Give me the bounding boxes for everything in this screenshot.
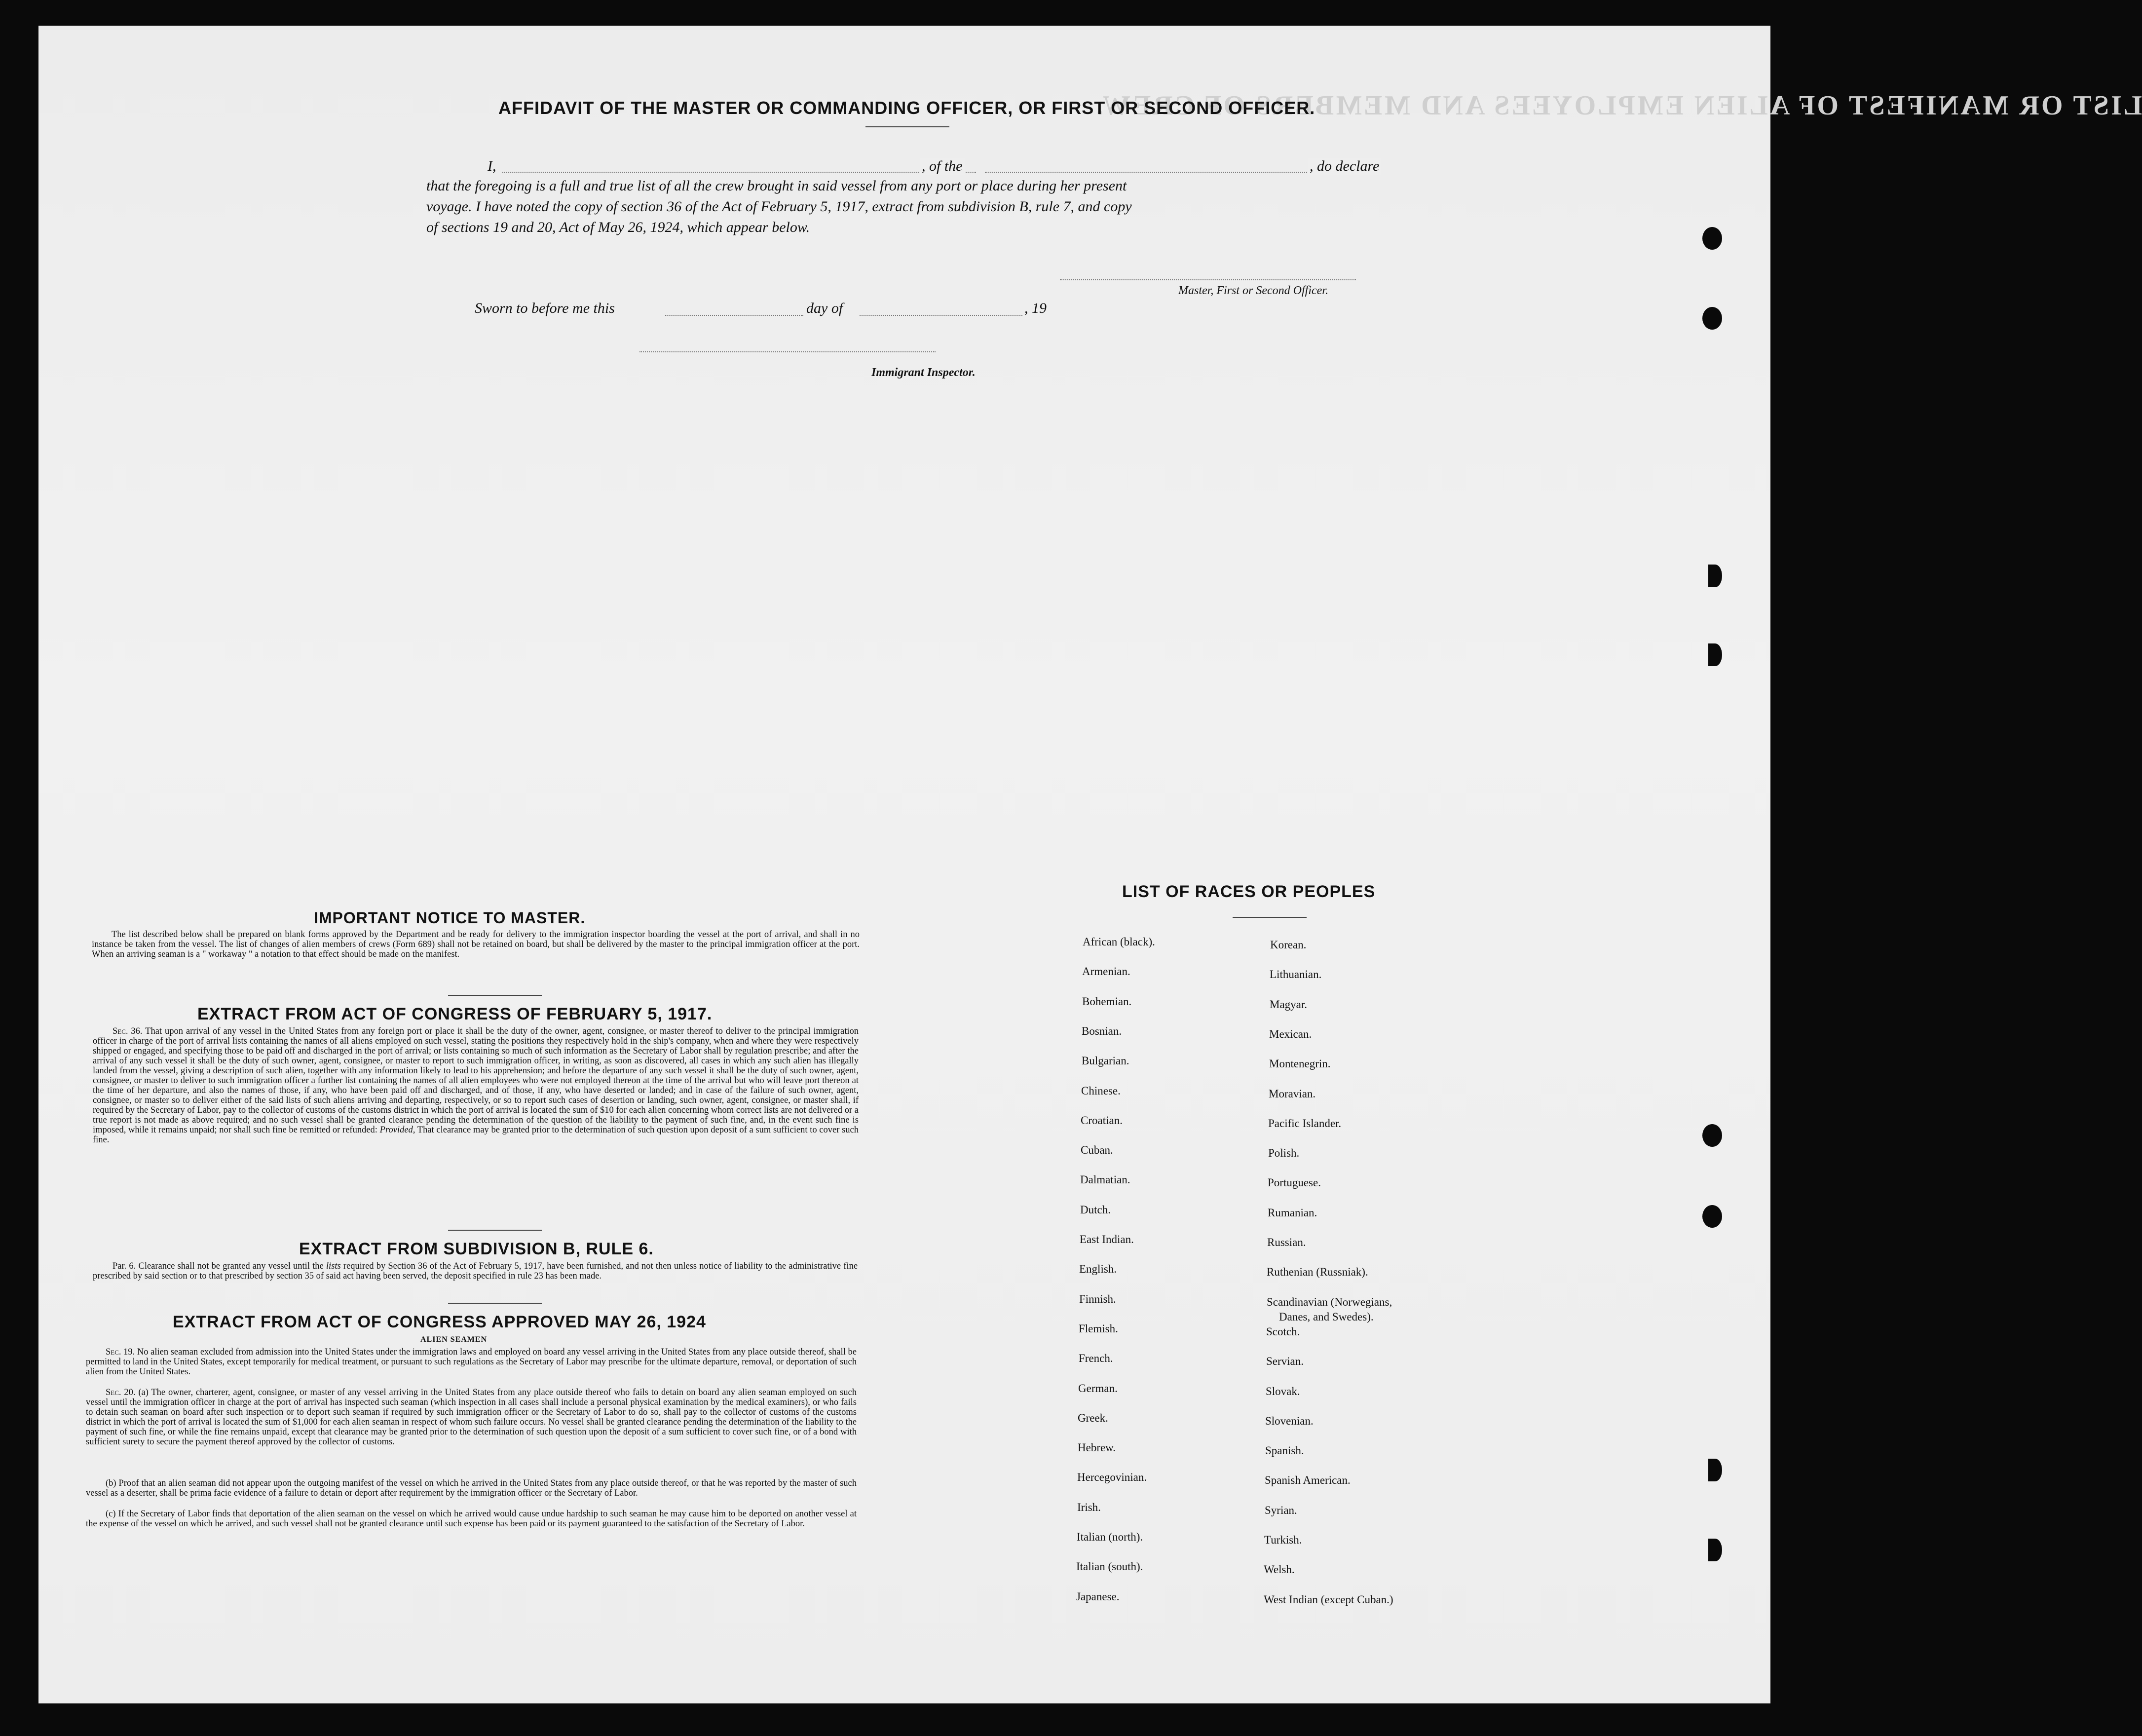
- race-item: Syrian.: [1265, 1504, 1297, 1516]
- race-item: Montenegrin.: [1269, 1057, 1331, 1070]
- race-item: Armenian.: [1082, 965, 1130, 978]
- race-item: Portuguese.: [1268, 1176, 1321, 1189]
- section-label: Sec. 20.: [106, 1388, 136, 1397]
- punch-hole: [1708, 1459, 1722, 1481]
- divider: [448, 1303, 542, 1304]
- race-item: African (black).: [1083, 936, 1155, 948]
- race-item: Japanese.: [1076, 1590, 1120, 1603]
- race-item: Croatian.: [1081, 1114, 1123, 1127]
- sec-20c-text: (c) If the Secretary of Labor finds that deportation of the alien seaman on the vessel on which he arrived would cause undue hardship to such seaman he may cause him to be deported on another vessel at the expense of the vessel on which he arrived, and such vessel shall not be granted clearance until such expense has been paid or its payment guaranteed to the satisfaction of the Secretary of Labor.: [86, 1509, 857, 1529]
- divider: [1233, 917, 1307, 918]
- divider: [865, 126, 949, 127]
- race-item: Hercegovinian.: [1077, 1471, 1147, 1483]
- race-item: Welsh.: [1264, 1563, 1295, 1576]
- race-item: Bohemian.: [1082, 995, 1132, 1008]
- sec-19-text: [86, 1347, 857, 1377]
- race-item: Bulgarian.: [1082, 1055, 1129, 1067]
- divider: [448, 995, 542, 996]
- race-item: Slovenian.: [1265, 1415, 1314, 1427]
- race-item: French.: [1079, 1352, 1113, 1364]
- sworn-text: Sworn to before me this: [475, 300, 615, 316]
- rule-6-text: [93, 1261, 858, 1281]
- section-label: Sec. 19.: [106, 1347, 135, 1357]
- affidavit-of-the: , of the: [920, 158, 965, 175]
- inspector-label: Immigrant Inspector.: [871, 366, 976, 379]
- bleed-through-title: LIST OR MANIFEST OF ALIEN EMPLOYEES AND MEMBERS OF CREW.: [1094, 90, 2142, 121]
- punch-hole: [1702, 1205, 1722, 1228]
- race-item: Chinese.: [1081, 1085, 1121, 1097]
- extract-1917-text: [93, 1026, 859, 1145]
- race-item: Slovak.: [1266, 1385, 1300, 1397]
- punch-hole: [1702, 1124, 1722, 1147]
- punch-hole: [1702, 227, 1722, 250]
- sworn-month-line: [860, 315, 1022, 316]
- race-item: East Indian.: [1080, 1233, 1134, 1245]
- rule-text-a: Clearance shall not be granted any vessel until the: [138, 1261, 324, 1271]
- race-item: Spanish American.: [1265, 1474, 1351, 1486]
- affidavit-title: AFFIDAVIT OF THE MASTER OR COMMANDING OFFICER, OR FIRST OR SECOND OFFICER.: [498, 98, 1315, 118]
- race-item: Mexican.: [1269, 1028, 1312, 1040]
- day-of-text: day of: [806, 300, 843, 316]
- race-item: Italian (north).: [1077, 1531, 1143, 1543]
- race-item: Polish.: [1268, 1147, 1300, 1159]
- race-item: Hebrew.: [1078, 1441, 1116, 1454]
- section-label: Sec. 36.: [113, 1026, 143, 1036]
- race-item: Finnish.: [1079, 1293, 1116, 1305]
- race-item: Magyar.: [1270, 998, 1308, 1011]
- race-item: Irish.: [1077, 1501, 1101, 1513]
- vessel-blank-line: [985, 172, 1330, 173]
- sec-20a-text: [86, 1388, 857, 1447]
- race-item: Servian.: [1266, 1355, 1304, 1367]
- name-blank-line: [502, 172, 976, 173]
- race-item: Dutch.: [1080, 1204, 1111, 1216]
- affidavit-do-declare: , do declare: [1308, 158, 1381, 175]
- affidavit-text-line: voyage. I have noted the copy of section 36 of the Act of February 5, 1917, extract from subdivision B, rule 7, and copy: [426, 198, 1132, 215]
- race-item: Dalmatian.: [1080, 1173, 1130, 1186]
- sworn-day-line: [665, 315, 803, 316]
- race-item: Italian (south).: [1076, 1560, 1143, 1573]
- alien-seamen-subtitle: ALIEN SEAMEN: [420, 1335, 488, 1344]
- section-text: (a) The owner, charterer, agent, consignee, or master of any vessel arriving in the United States from any place outside thereof who fails to detain on board any alien seaman employed on such vessel until the immigration officer in charge at the port of arrival has inspected such seaman (which inspection in all cases shall include a personal physical examination by the medical examiners), or who fails to detain such seaman on board after such inspection or to deport such seaman if required by such immigration officer or the Secretary of Labor to do so, shall pay to the collector of customs of the customs district in which the port of arrival is located the sum of $1,000 for each alien seaman in respect of whom such failure occurs. No vessel shall be granted clearance pending the determination of the liability to the payment of such fine, or while the fine remains unpaid, except that clearance may be granted prior to the determination of such question upon the deposit of a sum sufficient to cover such fine, or of a bond with sufficient surety to secure the payment thereof approved by the collector of customs.: [86, 1388, 857, 1447]
- punch-hole: [1708, 1539, 1722, 1561]
- race-item: Cuban.: [1081, 1144, 1113, 1156]
- race-item: English.: [1079, 1263, 1117, 1275]
- document-page: [38, 26, 2142, 1703]
- race-item: Moravian.: [1269, 1088, 1316, 1100]
- notice-text: The list described below shall be prepared on blank forms approved by the Department and be ready for delivery to the immigration inspector boarding the vessel at the port of arrival, and shall in no instance be taken from the vessel. The list of changes of alien members of crews (Form 689) shall not be retained on board, but shall be delivered by the master to the principal immigration officer at the port. When an arriving seaman is a " workaway " a notation to that effect should be made on the manifest.: [92, 930, 860, 959]
- race-item: Flemish.: [1079, 1322, 1118, 1335]
- race-item: Ruthenian (Russniak).: [1267, 1266, 1368, 1278]
- race-item-continuation: Danes, and Swedes).: [1279, 1311, 1374, 1323]
- race-item: Scandinavian (Norwegians,: [1267, 1296, 1392, 1308]
- race-item: Scotch.: [1266, 1325, 1300, 1338]
- punch-hole: [1708, 565, 1722, 587]
- signature-line: [1060, 279, 1356, 280]
- provided-word: Provided,: [379, 1125, 415, 1135]
- race-item: Pacific Islander.: [1268, 1117, 1342, 1130]
- extract-1924-title: EXTRACT FROM ACT OF CONGRESS APPROVED MAY 26, 1924: [173, 1313, 706, 1331]
- race-item: Bosnian.: [1082, 1025, 1122, 1037]
- rule-text-b: required by Section 36 of the Act of February 5, 1917, have been furnished, and not then unless notice of liability to the administrative fine prescribed by said section or to that prescribed by section 35 of said act having been served, the deposit specified in rule 23 has been made.: [93, 1261, 858, 1281]
- inspector-signature-line: [639, 351, 936, 352]
- section-text: That upon arrival of any vessel in the United States from any foreign port or place it shall be the duty of the owner, agent, consignee, or master thereof to deliver to the principal immigration officer in charge of the port of arrival lists containing the names of all aliens employed on such vessel, stating the positions they respectively hold in the ship's company, when and where they were respectively shipped or engaged, and specifying those to be paid off and discharged in the port of arrival; or lists containing so much of such information as the Secretary of Labor shall by regulation prescribe; and after the arrival of any such vessel it shall be the duty of such owner, agent, consignee, or master to report to such immigration officer, in writing, as soon as discovered, all cases in which any such alien has illegally landed from the vessel, giving a description of such alien, together with any information likely to lead to his apprehension; and before the departure of any such vessel it shall be the duty of such owner, agent, consignee, or master to deliver to such immigration officer a further list containing the names of all alien employees who were not employed thereon at the time of the arrival but who will leave port thereon at the time of her departure, and also the names of those, if any, who have been paid off and discharged, and of those, if any, who have deserted or landed; and in case of the failure of such owner, agent, consignee, or master so to deliver either of the said lists of such aliens arriving and departing, respectively, or so to report such cases of desertion or landing, such owner, agent, consignee, or master shall, if required by the Secretary of Labor, pay to the collector of customs of the customs district in which the port of arrival is located the sum of $10 for each alien concerning whom correct lists are not delivered or a true report is not made as above required; and no such vessel shall be granted clearance pending the determination of the question of the liability to the payment of such fine, and, in the event such fine is imposed, while it remains unpaid; nor shall such fine be remitted or refunded:: [93, 1026, 859, 1135]
- races-title: LIST OF RACES OR PEOPLES: [1122, 882, 1376, 901]
- affidavit-text-line: that the foregoing is a full and true list of all the crew brought in said vessel from any port or place during her present: [426, 178, 1127, 194]
- section-text-end: That clearance may be granted prior to the determination of such question upon deposit of a sum sufficient to cover such fine.: [93, 1125, 859, 1145]
- notice-title: IMPORTANT NOTICE TO MASTER.: [314, 909, 586, 927]
- punch-hole: [1702, 307, 1722, 330]
- lists-word: lists: [326, 1261, 341, 1271]
- race-item: Lithuanian.: [1270, 968, 1322, 981]
- section-text: No alien seaman excluded from admission into the United States under the immigration laws and employed on board any vessel arriving in the United States from any place outside thereof, shall be permitted to land in the United States, except temporarily for medical treatment, or pursuant to such regulations as the Secretary of Labor may prescribe for the ultimate departure, removal, or deportation of such alien from the United States.: [86, 1347, 857, 1377]
- race-item: Greek.: [1078, 1412, 1108, 1424]
- affidavit-text-line: of sections 19 and 20, Act of May 26, 1924, which appear below.: [426, 219, 810, 235]
- signature-label: Master, First or Second Officer.: [1178, 284, 1328, 297]
- race-item: Rumanian.: [1268, 1207, 1317, 1219]
- race-item: Korean.: [1270, 939, 1307, 951]
- rule-6-title: EXTRACT FROM SUBDIVISION B, RULE 6.: [299, 1240, 654, 1258]
- extract-1917-title: EXTRACT FROM ACT OF CONGRESS OF FEBRUARY 5, 1917.: [197, 1005, 713, 1023]
- race-item: Turkish.: [1264, 1534, 1302, 1546]
- race-item: West Indian (except Cuban.): [1264, 1593, 1393, 1606]
- punch-hole: [1708, 643, 1722, 666]
- paragraph-label: Par. 6.: [113, 1261, 136, 1271]
- race-item: German.: [1078, 1382, 1118, 1395]
- year-text: , 19: [1024, 300, 1047, 316]
- race-item: Spanish.: [1265, 1444, 1304, 1457]
- race-item: Russian.: [1267, 1236, 1306, 1248]
- sec-20b-text: (b) Proof that an alien seaman did not appear upon the outgoing manifest of the vessel on which he arrived in the United States from any place outside thereof, or that he was reported by the master of such vessel as a deserter, shall be prima facie evidence of a failure to detain or deport after requirement by the immigration officer or the Secretary of Labor.: [86, 1478, 857, 1498]
- divider: [448, 1230, 542, 1231]
- affidavit-i: I,: [488, 158, 496, 174]
